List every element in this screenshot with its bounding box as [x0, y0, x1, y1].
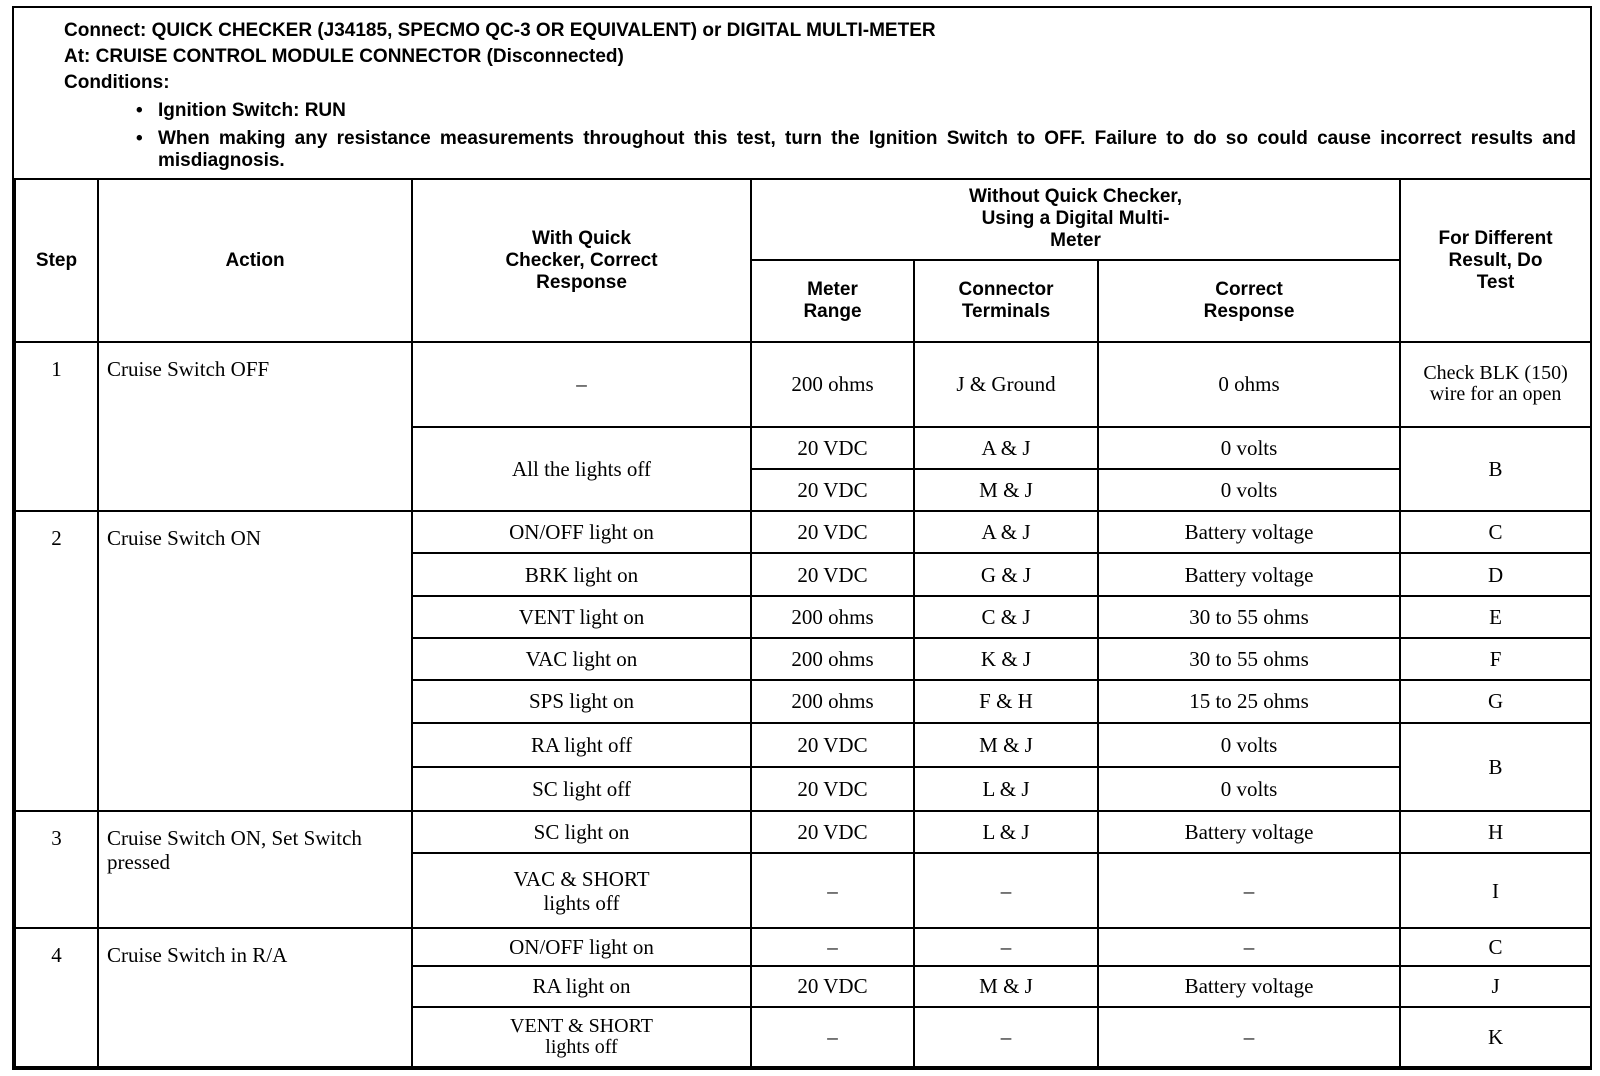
qc-response: VENT light on: [412, 596, 751, 638]
step-action: Cruise Switch OFF: [98, 342, 412, 511]
test-header: [14, 8, 1590, 180]
qc-response: SC light on: [412, 811, 751, 853]
correct-response: Battery voltage: [1098, 511, 1400, 553]
correct-response: 15 to 25 ohms: [1098, 680, 1400, 722]
meter-range: 200 ohms: [751, 680, 914, 722]
correct-response: 0 ohms: [1098, 342, 1400, 427]
correct-response: 0 volts: [1098, 767, 1400, 811]
correct-response: Battery voltage: [1098, 553, 1400, 595]
do-test: C: [1400, 928, 1591, 966]
correct-response: 0 volts: [1098, 723, 1400, 767]
do-test: B: [1400, 723, 1591, 812]
do-test: C: [1400, 511, 1591, 553]
connector-terminals: –: [914, 1007, 1098, 1068]
qc-response: VAC & SHORT lights off: [412, 853, 751, 928]
header-action: Action: [98, 179, 412, 342]
meter-range: 20 VDC: [751, 511, 914, 553]
header-correct-response: Correct Response: [1098, 260, 1400, 343]
correct-response: –: [1098, 928, 1400, 966]
connector-terminals: L & J: [914, 767, 1098, 811]
meter-range: 20 VDC: [751, 811, 914, 853]
meter-range: 200 ohms: [751, 596, 914, 638]
header-without-quick-checker: Without Quick Checker, Using a Digital Multi-Meter: [751, 179, 1400, 260]
step-number: 4: [15, 928, 98, 1067]
meter-range: 200 ohms: [751, 638, 914, 680]
connect-line: Connect: QUICK CHECKER (J34185, SPECMO QC-3 OR EQUIVALENT) or DIGITAL MULTI-METER: [64, 20, 936, 41]
meter-range: 20 VDC: [751, 553, 914, 595]
do-test: B: [1400, 427, 1591, 512]
qc-response: RA light off: [412, 723, 751, 767]
step-action: Cruise Switch in R/A: [98, 928, 412, 1067]
at-line: At: CRUISE CONTROL MODULE CONNECTOR (Disconnected): [64, 46, 624, 67]
do-test: D: [1400, 553, 1591, 595]
correct-response: 0 volts: [1098, 427, 1400, 469]
condition-text: Ignition Switch: RUN: [158, 100, 346, 121]
connector-terminals: K & J: [914, 638, 1098, 680]
qc-response: ON/OFF light on: [412, 928, 751, 966]
connector-terminals: C & J: [914, 596, 1098, 638]
table-row: [15, 928, 1591, 966]
meter-range: 20 VDC: [751, 723, 914, 767]
conditions-label: Conditions:: [64, 72, 170, 93]
connector-terminals: –: [914, 853, 1098, 928]
meter-range: –: [751, 853, 914, 928]
correct-response: 0 volts: [1098, 469, 1400, 511]
qc-response: BRK light on: [412, 553, 751, 595]
table-row: [15, 511, 1591, 553]
step-number: 2: [15, 511, 98, 811]
step-action: Cruise Switch ON, Set Switch pressed: [98, 811, 412, 928]
meter-range: 20 VDC: [751, 966, 914, 1006]
condition-text: When making any resistance measurements throughout this test, turn the Ignition Switch to OFF. Failure to do so could cause incorrect results and misdiagnosis.: [158, 128, 1576, 171]
connector-terminals: M & J: [914, 469, 1098, 511]
connector-terminals: A & J: [914, 427, 1098, 469]
qc-response: SPS light on: [412, 680, 751, 722]
step-action: Cruise Switch ON: [98, 511, 412, 811]
step-number: 3: [15, 811, 98, 928]
connector-terminals: M & J: [914, 966, 1098, 1006]
meter-range: 20 VDC: [751, 427, 914, 469]
header-step: Step: [15, 179, 98, 342]
correct-response: 30 to 55 ohms: [1098, 596, 1400, 638]
correct-response: –: [1098, 1007, 1400, 1068]
qc-response: ON/OFF light on: [412, 511, 751, 553]
test-steps-table: [14, 178, 1592, 1068]
connector-terminals: F & H: [914, 680, 1098, 722]
do-test: E: [1400, 596, 1591, 638]
qc-response: RA light on: [412, 966, 751, 1006]
header-meter-range: Meter Range: [751, 260, 914, 343]
do-test: F: [1400, 638, 1591, 680]
correct-response: Battery voltage: [1098, 966, 1400, 1006]
meter-range: –: [751, 928, 914, 966]
header-with-quick-checker: With Quick Checker, Correct Response: [412, 179, 751, 342]
do-test: J: [1400, 966, 1591, 1006]
do-test: H: [1400, 811, 1591, 853]
step-number: 1: [15, 342, 98, 511]
bullet-icon: •: [136, 128, 143, 149]
do-test: K: [1400, 1007, 1591, 1068]
meter-range: 20 VDC: [751, 469, 914, 511]
connector-terminals: G & J: [914, 553, 1098, 595]
table-row: [15, 342, 1591, 427]
qc-response: SC light off: [412, 767, 751, 811]
connector-terminals: M & J: [914, 723, 1098, 767]
correct-response: 30 to 55 ohms: [1098, 638, 1400, 680]
meter-range: –: [751, 1007, 914, 1068]
do-test: G: [1400, 680, 1591, 722]
connector-terminals: A & J: [914, 511, 1098, 553]
header-connector-terminals: Connector Terminals: [914, 260, 1098, 343]
meter-range: 200 ohms: [751, 342, 914, 427]
qc-response: –: [412, 342, 751, 427]
connector-terminals: –: [914, 928, 1098, 966]
qc-response: VAC light on: [412, 638, 751, 680]
qc-response: All the lights off: [412, 427, 751, 512]
connector-terminals: J & Ground: [914, 342, 1098, 427]
correct-response: Battery voltage: [1098, 811, 1400, 853]
do-test: I: [1400, 853, 1591, 928]
diagnostic-test-sheet: [12, 6, 1592, 1070]
connector-terminals: L & J: [914, 811, 1098, 853]
bullet-icon: •: [136, 100, 143, 121]
qc-response: VENT & SHORT lights off: [412, 1007, 751, 1068]
do-test: Check BLK (150) wire for an open: [1400, 342, 1591, 427]
meter-range: 20 VDC: [751, 767, 914, 811]
correct-response: –: [1098, 853, 1400, 928]
header-different-result: For Different Result, Do Test: [1400, 179, 1591, 342]
table-row: [15, 811, 1591, 853]
